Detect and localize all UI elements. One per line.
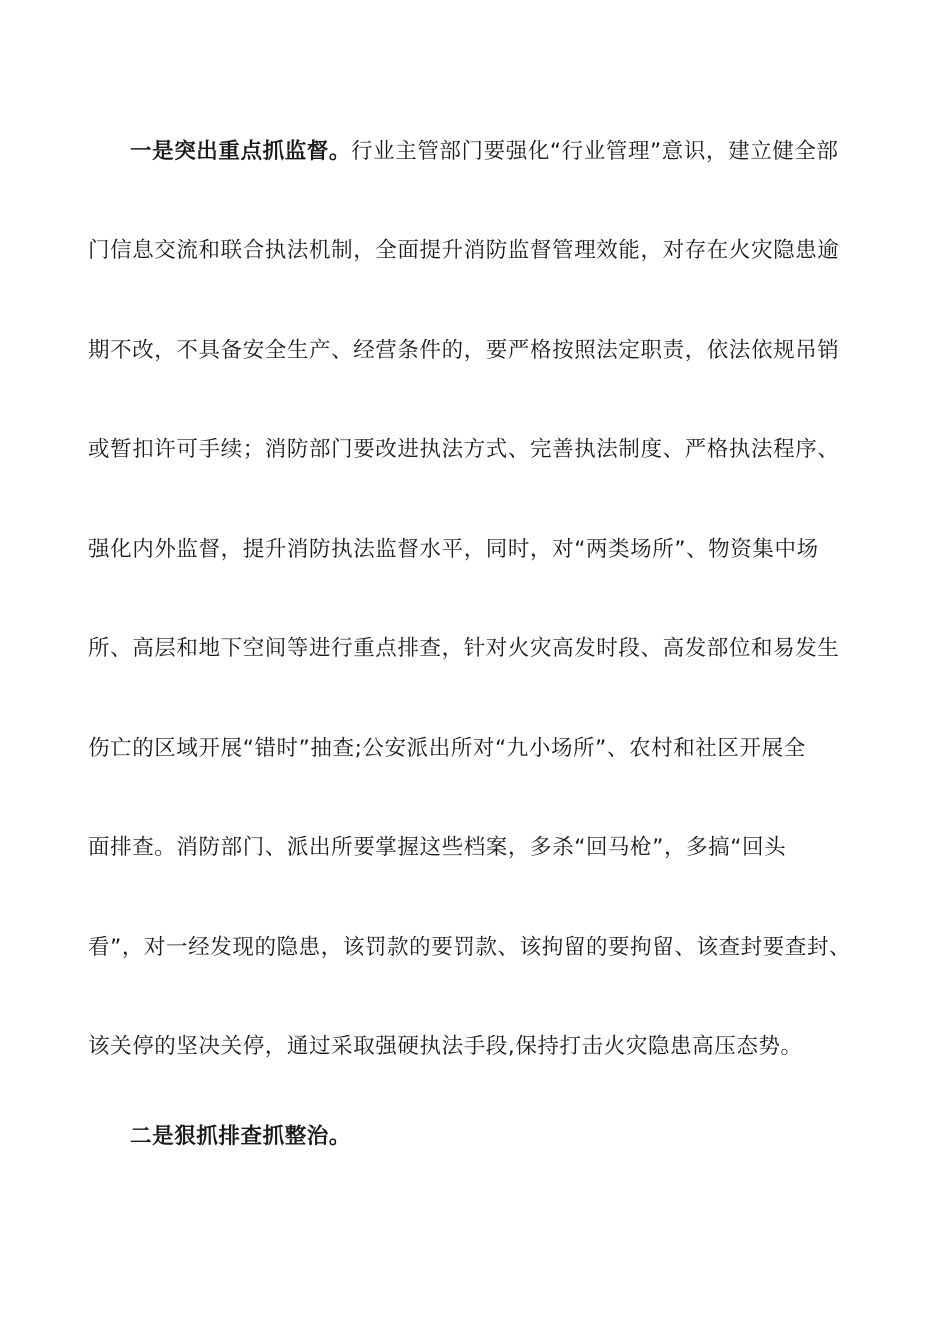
paragraph-1-line-8: 面排查。消防部门、派出所要掌握这些档案，多杀“回马枪”，多搞“回头 (88, 835, 787, 860)
paragraph-1-text: 行业主管部门要强化“行业管理”意识，建立健全部 (351, 139, 839, 164)
paragraph-1-line-3: 期不改，不具备安全生产、经营条件的，要严格按照法定职责，依法依规吊销 (88, 338, 840, 363)
paragraph-1-line-7: 伤亡的区域开展“错时”抽查;公安派出所对“九小场所”、农村和社区开展全 (88, 736, 806, 761)
paragraph-1-heading: 一是突出重点抓监督。 (130, 139, 352, 164)
paragraph-1-line-5: 强化内外监督，提升消防执法监督水平，同时，对“两类场所”、物资集中场 (88, 537, 819, 562)
paragraph-1-line-1 (130, 138, 920, 166)
paragraph-1-line-2: 门信息交流和联合执法机制，全面提升消防监督管理效能，对存在火灾隐患逾 (88, 238, 840, 263)
paragraph-1-line-10: 该关停的坚决关停，通过采取强硬执法手段,保持打击火灾隐患高压态势。 (88, 1034, 803, 1059)
paragraph-1-line-9: 看”，对一经发现的隐患，该罚款的要罚款、该拘留的要拘留、该查封要查封、 (88, 935, 852, 960)
paragraph-1-line-4: 或暂扣许可手续；消防部门要改进执法方式、完善执法制度、严格执法程序、 (88, 437, 840, 462)
paragraph-2-heading: 二是狠抓排查抓整治。 (130, 1124, 352, 1149)
paragraph-1-line-6: 所、高层和地下空间等进行重点排查，针对火灾高发时段、高发部位和易发生 (88, 636, 840, 661)
